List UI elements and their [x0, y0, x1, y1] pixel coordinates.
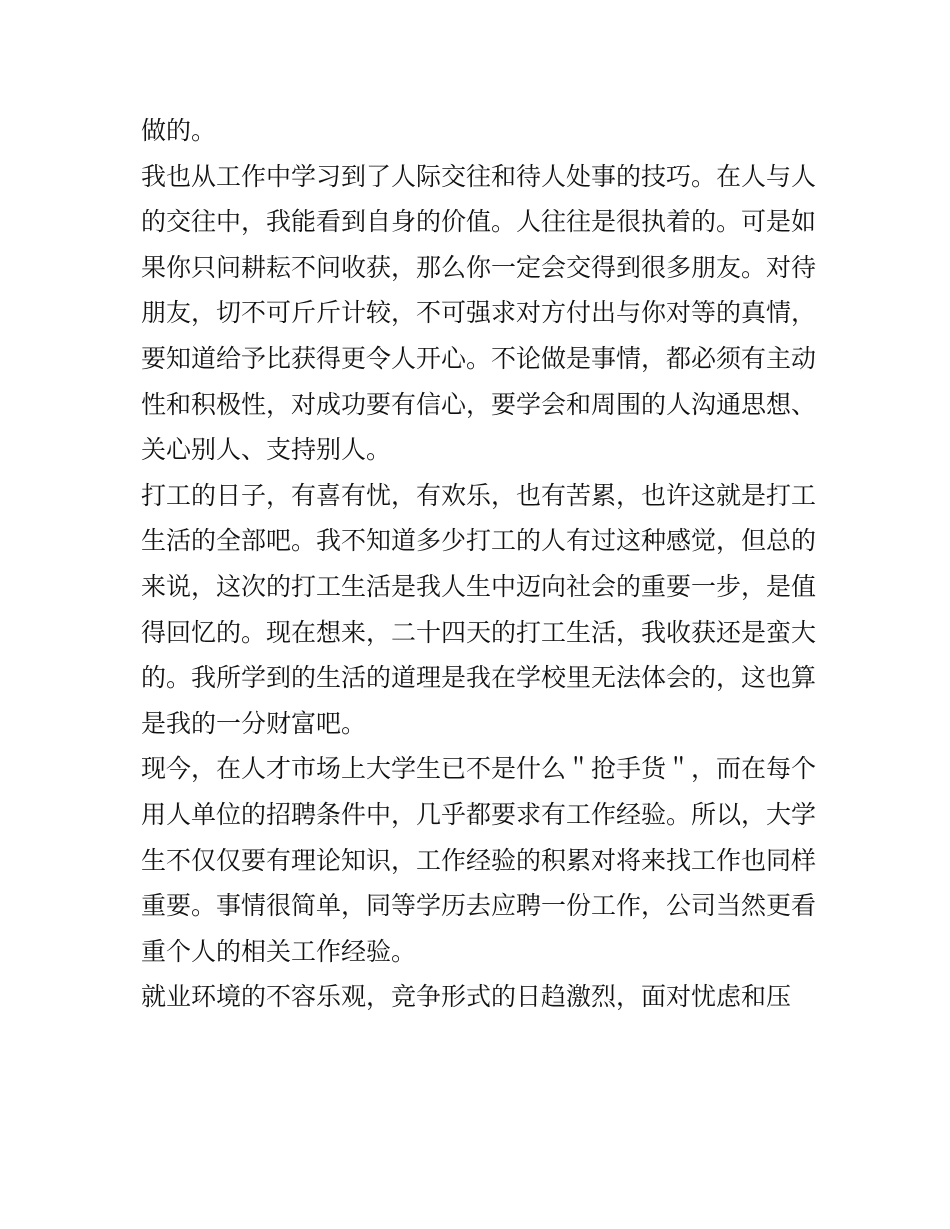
text-line: 做的。	[141, 116, 217, 145]
text-line: 性和积极性，对成功要有信心，要学会和周围的人沟通思想、	[141, 389, 817, 419]
text-line: 就业环境的不容乐观，竞争形式的日趋激烈，面对忧虑和压	[141, 982, 792, 1012]
text-line: 用人单位的招聘条件中，几乎都要求有工作经验。所以，大学	[141, 799, 817, 829]
text-line: 要知道给予比获得更令人开心。不论做是事情，都必须有主动	[141, 343, 817, 373]
text-line: 是我的一分财富吧。	[141, 708, 367, 738]
text-line: 来说，这次的打工生活是我人生中迈向社会的重要一步，是值	[141, 571, 817, 601]
text-line: 我也从工作中学习到了人际交往和待人处事的技巧。在人与人	[141, 161, 817, 191]
text-line: 朋友，切不可斤斤计较，不可强求对方付出与你对等的真情，	[141, 298, 817, 328]
text-line: 生不仅仅要有理论知识，工作经验的积累对将来找工作也同样	[141, 845, 817, 875]
text-line: 生活的全部吧。我不知道多少打工的人有过这种感觉，但总的	[141, 526, 817, 556]
text-line: 重个人的相关工作经验。	[141, 936, 417, 966]
text-line: 现今，在人才市场上大学生已不是什么＂抢手货＂，而在每个	[141, 754, 817, 784]
text-line: 果你只问耕耘不问收获，那么你一定会交得到很多朋友。对待	[141, 252, 817, 282]
text-line: 得回忆的。现在想来，二十四天的打工生活，我收获还是蛮大	[141, 617, 817, 647]
text-line: 的。我所学到的生活的道理是我在学校里无法体会的，这也算	[141, 663, 817, 693]
text-line: 重要。事情很简单，同等学历去应聘一份工作，公司当然更看	[141, 891, 817, 921]
text-line: 关心别人、支持别人。	[141, 435, 392, 465]
document-body	[141, 108, 821, 1020]
text-line: 的交往中，我能看到自身的价值。人往往是很执着的。可是如	[141, 207, 817, 237]
text-line: 打工的日子，有喜有忧，有欢乐，也有苦累，也许这就是打工	[141, 480, 817, 510]
